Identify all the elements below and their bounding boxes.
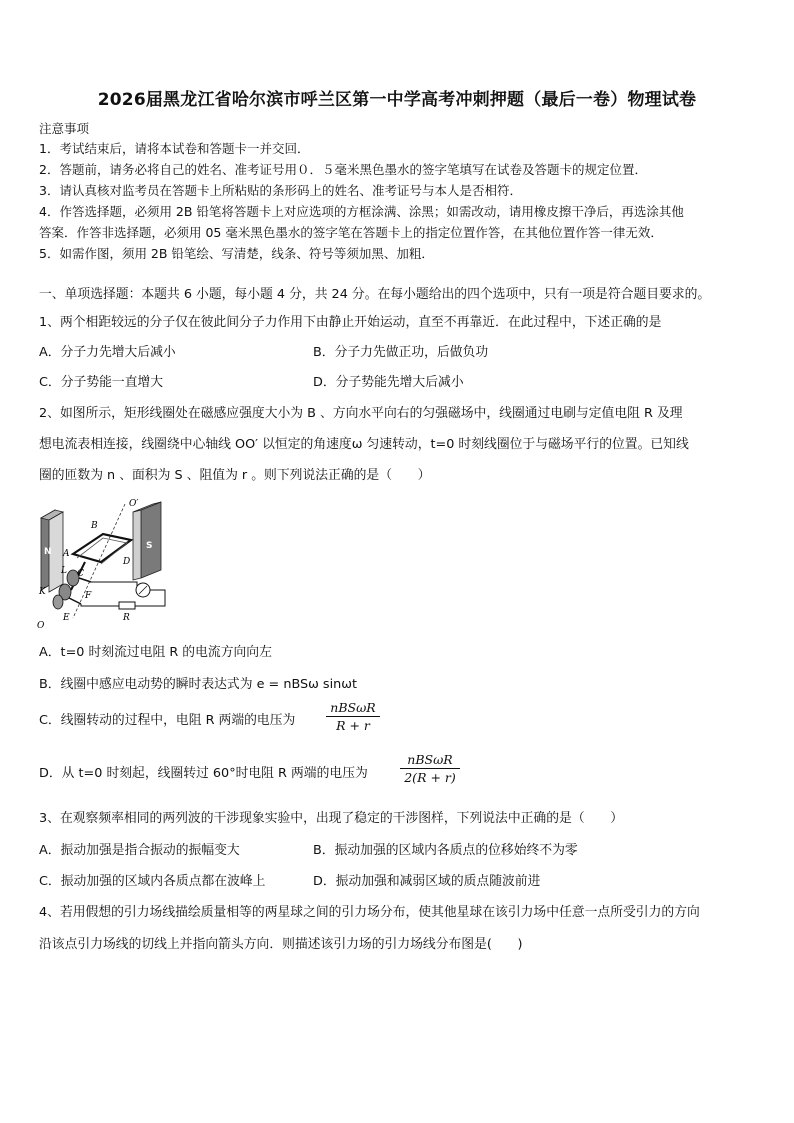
q4-stem-line2: 沿该点引力场线的切线上并指向箭头方向．则描述该引力场的引力场线分布图是( ) <box>39 937 523 952</box>
q2-option-c-text: C．线圈转动的过程中，电阻 R 两端的电压为 <box>39 713 296 728</box>
q2-option-a: A．t=0 时刻流过电阻 R 的电流方向向左 <box>39 645 272 660</box>
label-k: K <box>39 587 46 597</box>
q3-option-d: D．振动加强和减弱区域的质点随波前进 <box>313 874 541 889</box>
notice-item-5: 5．如需作图，须用 2B 铅笔绘、写清楚，线条、符号等须加黑、加粗． <box>39 246 434 261</box>
q4-stem-line1: 4、若用假想的引力场线描绘质量相等的两星球之间的引力场分布，使其他星球在该引力场中任意一点所受引力的方向 <box>39 905 700 920</box>
q1-option-d: D．分子势能先增大后减小 <box>313 375 464 390</box>
label-s: S <box>146 541 153 551</box>
label-b: B <box>91 521 98 531</box>
q3-option-a: A．振动加强是指合振动的振幅变大 <box>39 843 240 858</box>
q1-option-b: B．分子力先做正功，后做负功 <box>313 345 489 360</box>
q2-stem-line3: 圈的匝数为 n 、面积为 S 、阻值为 r 。则下列说法正确的是（ ） <box>39 468 431 483</box>
q3-stem: 3、在观察频率相同的两列波的干涉现象实验中，出现了稳定的干涉图样，下列说法中正确的是（ ） <box>39 811 624 826</box>
notice-heading: 注意事项 <box>39 121 90 136</box>
label-f: F <box>85 591 92 601</box>
label-n: N <box>44 547 52 557</box>
notice-item-2: 2．答题前，请务必将自己的姓名、准考证号用０．５毫米黑色墨水的签字笔填写在试卷及答题卡的规定位置． <box>39 162 647 177</box>
q2-option-c-fraction <box>326 700 380 733</box>
q2-option-c-numerator: nBSωR <box>330 700 376 715</box>
section-heading: 一、单项选择题：本题共 6 小题，每小题 4 分，共 24 分。在每小题给出的四个选项中，只有一项是符合题目要求的。 <box>39 287 711 302</box>
q3-option-b: B．振动加强的区域内各质点的位移始终不为零 <box>313 843 578 858</box>
page-title: 2026届黑龙江省哈尔滨市呼兰区第一中学高考冲刺押题（最后一卷）物理试卷 <box>97 90 697 110</box>
q2-option-c-denominator: R + r <box>336 718 370 733</box>
generator-coil-diagram <box>33 498 185 632</box>
q2-option-b: B．线圈中感应电动势的瞬时表达式为 e = nBSω sinωt <box>39 677 357 692</box>
label-e: E <box>63 613 70 623</box>
notice-item-4-cont: 答案．作答非选择题，必须用 05 毫米黑色墨水的签字笔在答题卡上的指定位置作答，在其他位置作答一律无效． <box>39 225 663 240</box>
label-a: A <box>63 549 70 559</box>
q2-stem-line1: 2、如图所示，矩形线圈处在磁感应强度大小为 B 、方向水平向右的匀强磁场中，线圈通过电刷与定值电阻 R 及理 <box>39 406 683 421</box>
q1-option-c: C．分子势能一直增大 <box>39 375 164 390</box>
label-l: L <box>61 566 67 576</box>
q2-option-d-numerator: nBSωR <box>407 752 453 767</box>
label-o: O <box>37 621 45 631</box>
q2-stem-line2: 想电流表相连接，线圈绕中心轴线 OO′ 以恒定的角速度ω 匀速转动，t=0 时刻线圈位于与磁场平行的位置。已知线 <box>39 437 689 452</box>
label-r: R <box>123 613 130 623</box>
notice-item-4: 4．作答选择题，必须用 2B 铅笔将答题卡上对应选项的方框涂满、涂黑；如需改动，请用橡皮擦干净后，再选涂其他 <box>39 204 684 219</box>
q2-option-d-text: D．从 t=0 时刻起，线圈转过 60°时电阻 R 两端的电压为 <box>39 766 368 781</box>
q1-option-a: A．分子力先增大后减小 <box>39 345 176 360</box>
label-o-prime: O′ <box>129 499 139 509</box>
q3-option-c: C．振动加强的区域内各质点都在波峰上 <box>39 874 266 889</box>
q2-option-d-denominator: 2(R + r) <box>404 770 456 785</box>
label-c: C <box>77 569 84 579</box>
label-d: D <box>123 557 131 567</box>
q2-option-d-fraction <box>400 752 460 785</box>
notice-item-1: 1．考试结束后，请将本试卷和答题卡一并交回． <box>39 141 310 156</box>
notice-item-3: 3．请认真核对监考员在答题卡上所粘贴的条形码上的姓名、准考证号与本人是否相符． <box>39 183 522 198</box>
q1-stem: 1、两个相距较远的分子仅在彼此间分子力作用下由静止开始运动，直至不再靠近．在此过程中，下述正确的是 <box>39 315 662 330</box>
